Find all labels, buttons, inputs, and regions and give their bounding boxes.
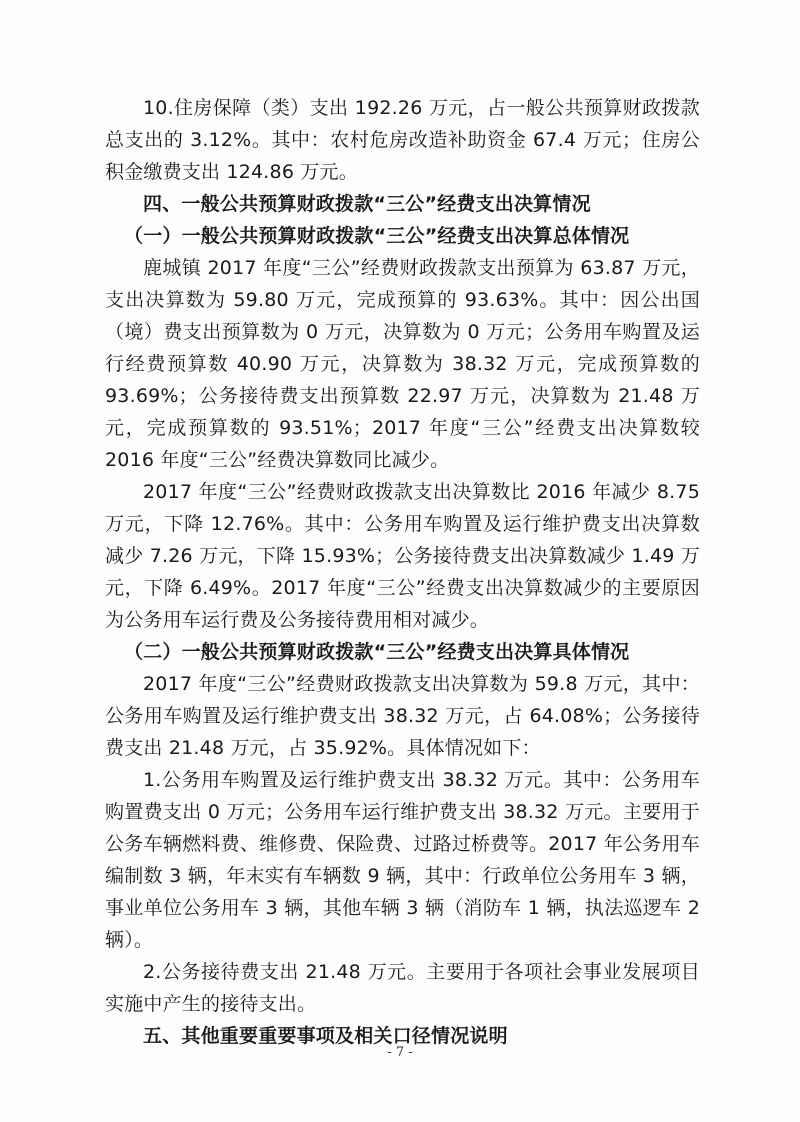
para-housing-expenditure: 10.住房保障（类）支出 192.26 万元，占一般公共预算财政拨款总支出的 3.12%。其中：农村危房改造补助资金 67.4 万元；住房公积金缴费支出 124.86 万元。 bbox=[105, 97, 700, 183]
page-number: - 7 - bbox=[387, 1045, 413, 1060]
heading-overall-situation: （一）一般公共预算财政拨款“三公”经费支出决算总体情况 bbox=[124, 225, 630, 247]
para-year-comparison: 2017 年度“三公”经费财政拨款支出决算数比 2016 年减少 8.75 万元，下降 12.76%。其中：公务用车购置及运行维护费支出决算数减少 7.26 万元，下降 15.93%；公务接待费支出决算数减少 1.49 万元，下降 6.49%。2017 年度“三公”经费支出决算数减少的主要原因为公务用车运行费及公务接待费用相对减少。 bbox=[105, 481, 700, 631]
heading-section-four: 四、一般公共预算财政拨款“三公”经费支出决算情况 bbox=[143, 193, 591, 215]
document-body bbox=[105, 92, 700, 1052]
heading-section-five: 五、其他重要重要事项及相关口径情况说明 bbox=[143, 1025, 508, 1047]
para-overall-budget: 鹿城镇 2017 年度“三公”经费财政拨款支出预算为 63.87 万元，支出决算数为 59.80 万元，完成预算的 93.63%。其中：因公出国（境）费支出预算数为 0 万元，决算数为 0 万元；公务用车购置及运行经费预算数 40.90 万元，决算数为 38.32 万元，完成预算数的 93.69%；公务接待费支出预算数 22.97 万元，决算数为 21.48 万元，完成预算数的 93.51%；2017 年度“三公”经费支出决算数较 2016 年度“三公”经费决算数同比减少。 bbox=[105, 257, 700, 471]
heading-specific-situation: （二）一般公共预算财政拨款“三公”经费支出决算具体情况 bbox=[124, 641, 630, 663]
para-specific-total: 2017 年度“三公”经费财政拨款支出决算数为 59.8 万元，其中：公务用车购置及运行维护费支出 38.32 万元，占 64.08%；公务接待费支出 21.48 万元，占 35.92%。具体情况如下： bbox=[105, 673, 700, 759]
para-vehicle-expenditure: 1.公务用车购置及运行维护费支出 38.32 万元。其中：公务用车购置费支出 0 万元；公务用车运行维护费支出 38.32 万元。主要用于公务车辆燃料费、维修费、保险费、过路过桥费等。2017 年公务用车编制数 3 辆，年末实有车辆数 9 辆，其中：行政单位公务用车 3 辆，事业单位公务用车 3 辆，其他车辆 3 辆（消防车 1 辆，执法巡逻车 2 辆）。 bbox=[105, 769, 700, 951]
para-reception-expenditure: 2.公务接待费支出 21.48 万元。主要用于各项社会事业发展项目实施中产生的接待支出。 bbox=[105, 961, 700, 1015]
